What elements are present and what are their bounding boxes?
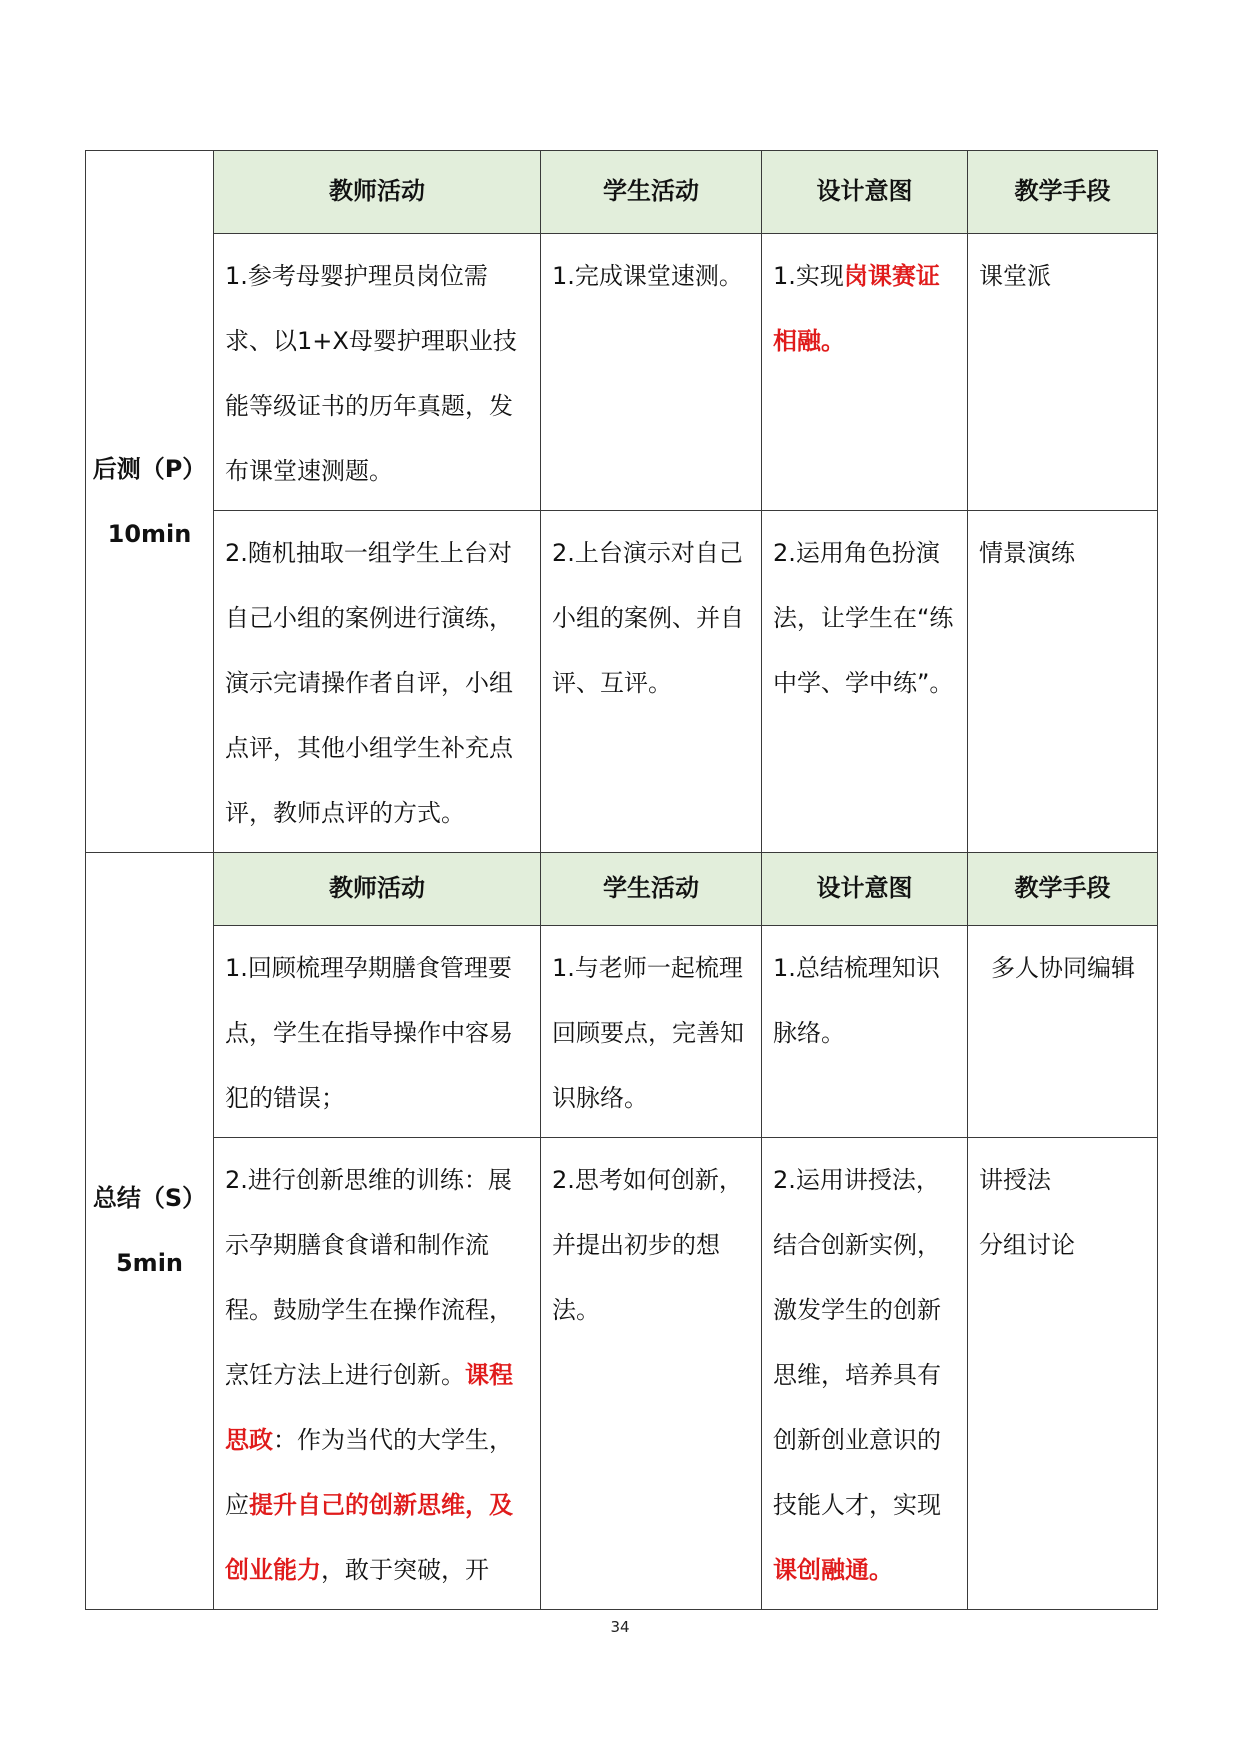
- header-teaching-means: 教学手段: [968, 151, 1158, 234]
- posttest-row2-means: 情景演练: [968, 511, 1158, 853]
- summary-row2-student: 2.思考如何创新，并提出初步的想法。: [541, 1138, 762, 1610]
- phase-summary-label: 总结（S）: [92, 1184, 207, 1212]
- summary-row1-means: 多人协同编辑: [968, 926, 1158, 1138]
- header-student-activity-2: 学生活动: [541, 853, 762, 926]
- summary-row2-means: [968, 1138, 1158, 1610]
- header-teaching-means-2: 教学手段: [968, 853, 1158, 926]
- posttest-row1-teacher: 1.参考母婴护理员岗位需求、以1+X母婴护理职业技能等级证书的历年真题，发布课堂速测题。: [214, 234, 541, 511]
- phase-posttest: [86, 151, 214, 853]
- phase-posttest-label: 后测（P）: [92, 454, 207, 483]
- summary-row2-ideology-label: 课程思政: [225, 1361, 513, 1454]
- summary-row2-means-2: 分组讨论: [979, 1231, 1075, 1259]
- summary-row1-student: 1.与老师一起梳理回顾要点，完善知识脉络。: [541, 926, 762, 1138]
- phase-posttest-time: 10min: [107, 519, 192, 548]
- posttest-row1-student: 1.完成课堂速测。: [541, 234, 762, 511]
- posttest-row2-teacher: 2.随机抽取一组学生上台对自己小组的案例进行演练，演示完请操作者自评，小组点评，其他小组学生补充点评，教师点评的方式。: [214, 511, 541, 853]
- header-teacher-activity: 教师活动: [214, 151, 541, 234]
- posttest-row2-student: 2.上台演示对自己小组的案例、并自评、互评。: [541, 511, 762, 853]
- summary-row1-design: 1.总结梳理知识脉络。: [762, 926, 968, 1138]
- header-design-intent: 设计意图: [762, 151, 968, 234]
- summary-row2-teacher: [214, 1138, 541, 1610]
- phase-summary-time: 5min: [115, 1249, 184, 1277]
- posttest-row1-design-highlight: 岗课赛证相融。: [773, 262, 940, 355]
- summary-row2-design-highlight: 课创融通。: [773, 1556, 893, 1584]
- header-student-activity: 学生活动: [541, 151, 762, 234]
- summary-row2-design-prefix: 2.运用讲授法，结合创新实例，激发学生的创新思维，培养具有创新创业意识的技能人才，实现: [773, 1166, 941, 1519]
- summary-row2-ideology-text: ：作为当代的大学生，应: [225, 1426, 513, 1519]
- header-teacher-activity-2: 教师活动: [214, 853, 541, 926]
- page-number: 34: [610, 1618, 630, 1636]
- header-design-intent-2: 设计意图: [762, 853, 968, 926]
- posttest-row1-means: 课堂派: [968, 234, 1158, 511]
- posttest-row1-design-prefix: 1.实现: [773, 262, 844, 290]
- lesson-plan-table: [85, 150, 1158, 1610]
- summary-row1-teacher: 1.回顾梳理孕期膳食管理要点，学生在指导操作中容易犯的错误；: [214, 926, 541, 1138]
- summary-row2-design: [762, 1138, 968, 1610]
- summary-row2-ideology-tail: ，敢于突破，开: [321, 1556, 489, 1584]
- posttest-row2-design: 2.运用角色扮演法，让学生在“练中学、学中练”。: [762, 511, 968, 853]
- phase-summary: [86, 853, 214, 1610]
- posttest-row1-design: [762, 234, 968, 511]
- summary-row2-teacher-text: 2.进行创新思维的训练：展示孕期膳食食谱和制作流程。鼓励学生在操作流程，烹饪方法上进行创新。: [225, 1166, 513, 1389]
- summary-row2-ideology-highlight: 提升自己的创新思维，及创业能力: [225, 1491, 513, 1584]
- summary-row2-means-1: 讲授法: [979, 1166, 1051, 1194]
